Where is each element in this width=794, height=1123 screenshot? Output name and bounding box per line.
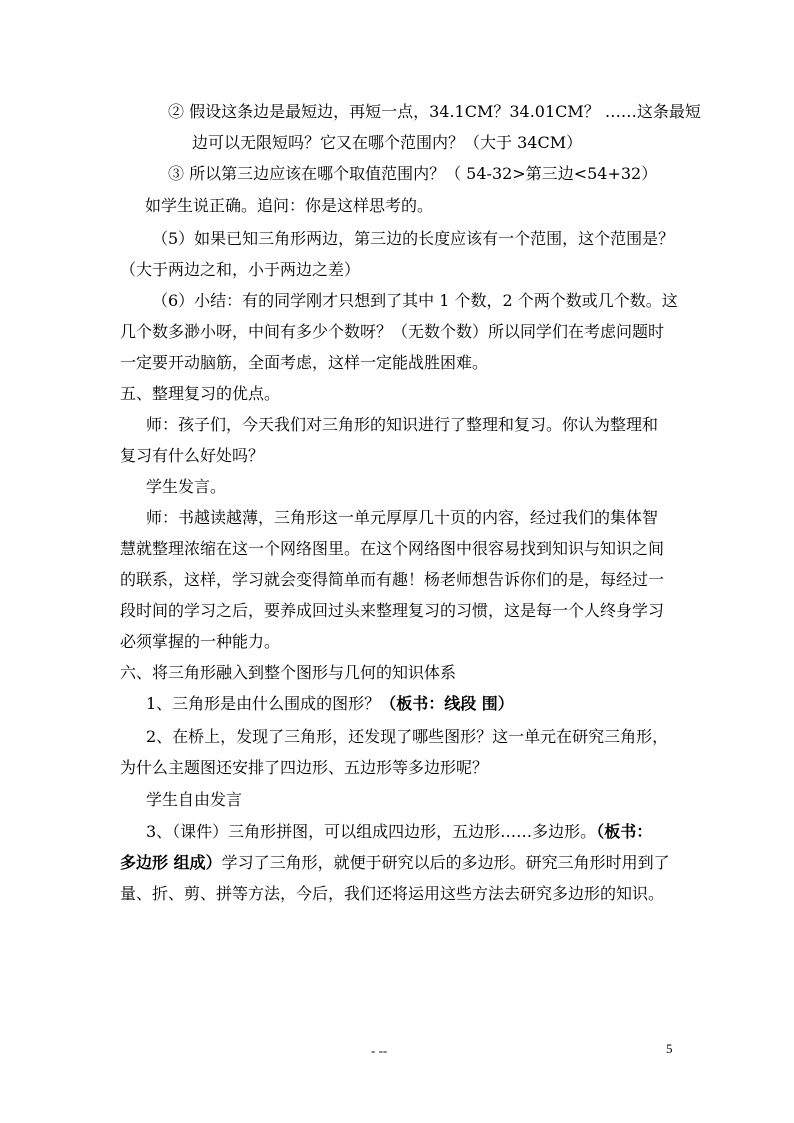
footer-mark: - -- [371,1043,388,1058]
page-number: 5 [666,1041,673,1056]
text-line: 复习有什么好处吗？ [120,446,265,465]
text-line: ③ 所以第三边应该在哪个取值范围内？（ 54-32>第三边<54+32） [168,164,658,183]
board-note: （板书： [596,822,653,841]
text-line: 边可以无限短吗？它又在哪个范围内？（大于 34CM） [192,133,583,152]
list-item [146,822,652,842]
text-line: （大于两边之和，小于两边之差） [120,260,361,279]
board-note: 多边形 组成） [120,853,222,872]
text-line: 必须掌握的一种能力。 [120,632,281,651]
item-text: 3、（课件）三角形拼图，可以组成四边形，五边形……多边形。 [146,822,597,841]
text-line: 师：孩子们，今天我们对三角形的知识进行了整理和复习。你认为整理和 [146,415,659,434]
text-line: 慧就整理浓缩在这一个网络图里。在这个网络图中很容易找到知识与知识之间 [120,539,665,558]
item-text: 1、三角形是由什么围成的图形？ [146,694,381,713]
text-line: 几个数多渺小呀，中间有多少个数呀？（无数个数）所以同学们在考虑问题时 [120,322,665,341]
text-line [120,853,670,873]
text-line: （5）如果已知三角形两边，第三边的长度应该有一个范围，这个范围是？ [152,229,675,248]
text-line: 学生发言。 [146,477,227,496]
text-line: 为什么主题图还安排了四边形、五边形等多边形呢？ [120,758,489,777]
text-line: 的联系，这样，学习就会变得简单而有趣！杨老师想告诉你们的是，每经过一 [120,570,665,589]
text-line: 量、折、剪、拼等方法，今后，我们还将运用这些方法去研究多边形的知识。 [120,884,665,903]
list-item: 2、在桥上，发现了三角形，还发现了哪些图形？这一单元在研究三角形， [146,727,669,746]
text-line: 段时间的学习之后，要养成回过头来整理复习的习惯，这是每一个人终身学习 [120,601,665,620]
board-note: （板书：线段 围） [380,694,514,713]
text-line: 师：书越读越薄，三角形这一单元厚厚几十页的内容，经过我们的集体智 [146,508,659,527]
text-line: 如学生说正确。追问：你是这样思考的。 [145,196,434,215]
text-line: 学生自由发言 [146,790,243,809]
text-line: ② 假设这条边是最短边，再短一点，34.1CM？34.01CM？ ……这条最短 [168,102,701,121]
section-heading: 五、整理复习的优点。 [120,384,281,403]
list-item [146,694,514,714]
text-line: 一定要开动脑筋，全面考虑，这样一定能战胜困难。 [120,353,489,372]
section-heading: 六、将三角形融入到整个图形与几何的知识体系 [120,663,457,682]
item-text: 学习了三角形，就便于研究以后的多边形。研究三角形时用到了 [221,853,670,872]
text-line: （6）小结：有的同学刚才只想到了其中 1 个数，2 个两个数或几个数。这 [152,291,678,310]
